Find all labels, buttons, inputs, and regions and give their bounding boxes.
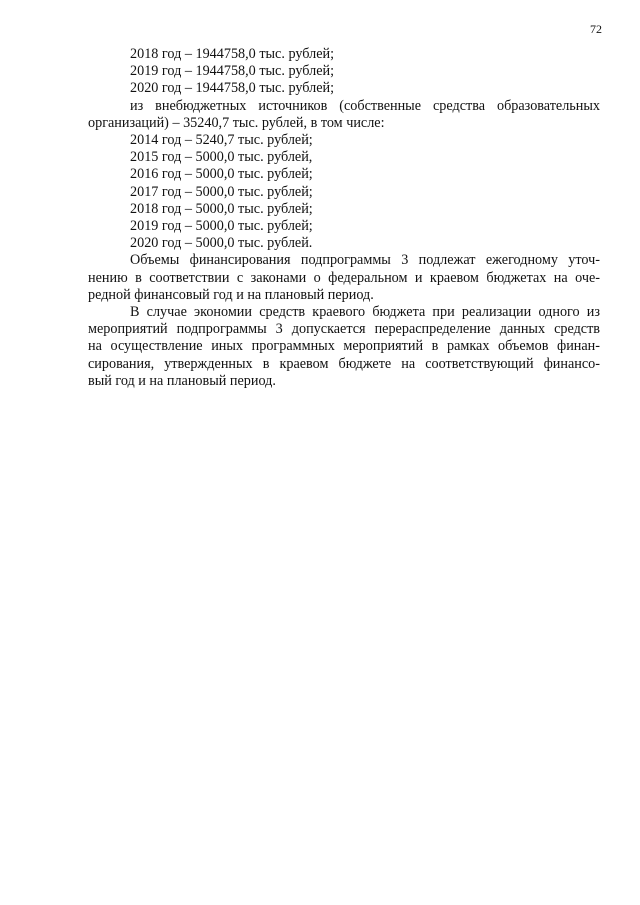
paragraph-line: Объемы финансирования подпрограммы 3 подлежат ежегодному уточ- xyxy=(130,252,600,269)
paragraph-line: на осуществление иных программных мероприятий в рамках объемов финан- xyxy=(88,338,600,355)
funding-line-2018: 2018 год – 1944758,0 тыс. рублей; xyxy=(130,46,335,62)
paragraph-line: В случае экономии средств краевого бюджета при реализации одного из xyxy=(130,304,600,321)
extrabudget-line-2019: 2019 год – 5000,0 тыс. рублей; xyxy=(130,218,313,235)
page-number: 72 xyxy=(590,22,602,36)
extrabudget-line-2017: 2017 год – 5000,0 тыс. рублей; xyxy=(130,183,313,200)
paragraph-line: редной финансовый год и на плановый период. xyxy=(88,286,374,303)
extrabudget-line: организаций) – 35240,7 тыс. рублей, в том числе: xyxy=(88,114,385,131)
savings-paragraph xyxy=(88,304,600,390)
extrabudget-line-2015: 2015 год – 5000,0 тыс. рублей, xyxy=(130,149,313,166)
extrabudget-paragraph xyxy=(88,98,600,132)
document-body xyxy=(88,46,600,390)
paragraph-line: нению в соответствии с законами о федеральном и краевом бюджетах на оче- xyxy=(88,269,600,286)
extrabudget-line: из внебюджетных источников (собственные средства образовательных xyxy=(130,97,600,114)
extrabudget-line-2020: 2020 год – 5000,0 тыс. рублей. xyxy=(130,235,313,252)
adjustment-paragraph xyxy=(88,252,600,304)
extrabudget-line-2014: 2014 год – 5240,7 тыс. рублей; xyxy=(130,132,313,149)
paragraph-line: вый год и на плановый период. xyxy=(88,372,276,389)
paragraph-line: мероприятий подпрограммы 3 допускается перераспределение данных средств xyxy=(88,321,600,338)
extrabudget-line-2016: 2016 год – 5000,0 тыс. рублей; xyxy=(130,166,313,183)
funding-line-2019: 2019 год – 1944758,0 тыс. рублей; xyxy=(130,63,335,80)
extrabudget-line-2018: 2018 год – 5000,0 тыс. рублей; xyxy=(130,200,313,217)
paragraph-line: сирования, утвержденных в краевом бюджете на соответствующий финансо- xyxy=(88,355,600,372)
funding-line-2020: 2020 год – 1944758,0 тыс. рублей; xyxy=(130,80,335,97)
